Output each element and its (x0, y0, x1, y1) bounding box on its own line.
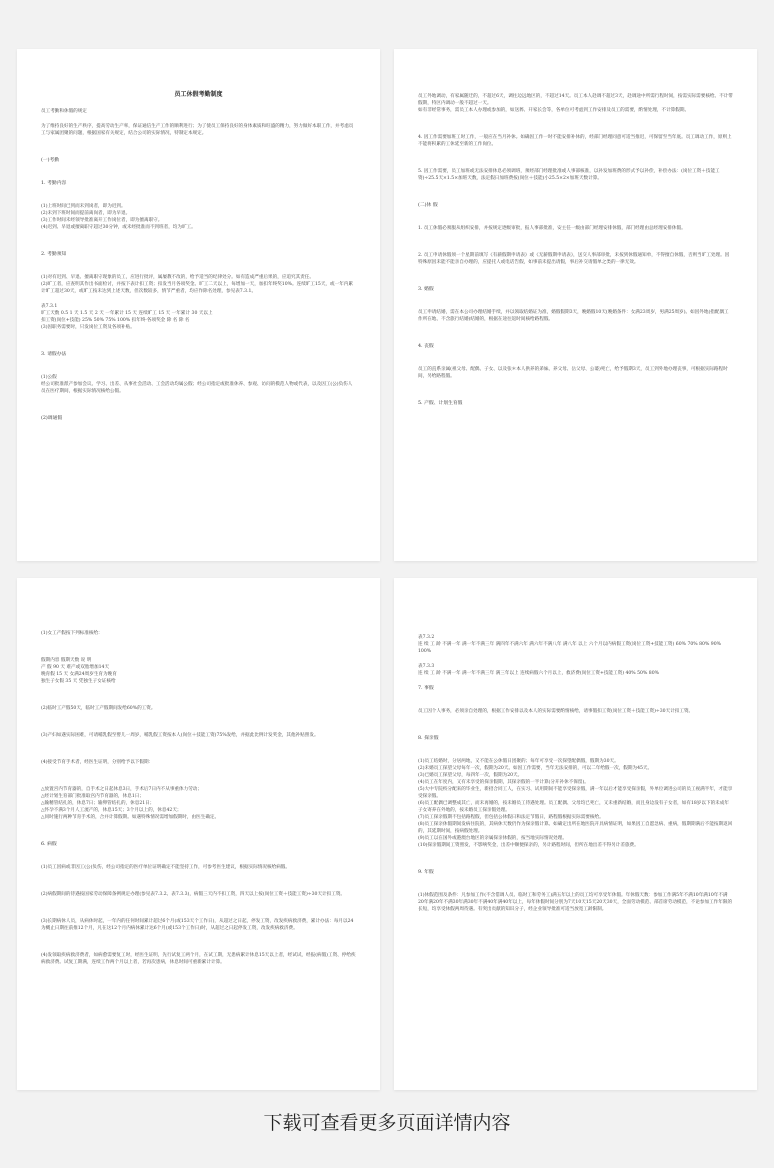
paragraph: (4)发领取疾病救济费者，如病愈需要复工时，经医生证明，先行试复工两个月，在试工期，无患病累计休息15天以上者，经试试，经报(病假)工资、停给疾病救济费。试复工期满，连续工作两个月以上者，若再次患病，休息时间可重新累计计算。 (41, 953, 356, 965)
paragraph: (2)临时工产假50天，临时工产假期间发给60%的工资。 (41, 706, 156, 711)
paragraph: 员工的直系亲属(祖父母、配偶、子女、以及张＊本人供养的弟妹、养父母、岳父母、公婆)死亡，给予假期3天，员工到外地办理丧事，可根据实际路程时间，另给路程假。 (418, 367, 728, 379)
paragraph: (1)对有迟到、早退、擅离职守现象的员工，应进行批评，属屡教不改的，给予适当的纪律处分。如有造成严重后果的，应追究其责任。 (2)旷工者，应查明其作出书面检讨，并按下表计扣工资；扣发当月各项奖金。旷工二天以上，每增加一天，加扣年终奖10%。连续旷工15天，或一年内累计旷工超过30天，或旷工按未达到上述天数，但次数较多，情节严重者，均应作除名处理，参见表7.3.1。 (41, 275, 353, 294)
section-heading: 4. 丧假 (418, 344, 434, 349)
paragraph: 1. 员工休假必须服从组织安排，并按规定逐级审批，报人事部批准，安主任一级由部门经理安排休假，部门经理由总经理安排休假。 (418, 226, 686, 231)
paragraph: (4)接受节育手术者，经医生证明，分别给予以下假期： (41, 760, 154, 765)
paragraph: (3)产妇如遇实际困难，可请哺乳假至婴儿一周岁，哺乳假工资按本人(岗位＋技能工资)75%发给，并据此比例计发奖金，其他补贴照发。 (41, 733, 319, 738)
paragraph: 员工外地调动，有家属随迁的，不超过6天，调往边远地区的，不超过14天。员工本人赴调不超过3天，赴调途中所需行程时间，按需实际需要核给。不计带假期，特区内调动一般不超过一天。 如有非经常事务，需员工本人办理或参加的，如送葬、开家长会等，各单位可考虑到工作安排及员工的需要，酌情处理，不计算假期。 (418, 94, 733, 113)
paragraph: 2. 员工申请休假须一个星期前填写《有薪假期申请表》或《无薪假期申请表》，送交人事部审批，未按到休假通知单，不得擅自休假，否则当旷工处理。因特殊原因未能不能亲自办理的，应提托人或电话告假，如事前未提出请假，事后补交请假单之类的一律无效。 (418, 253, 730, 265)
paragraph: (1)休假范围及条件：凡参加工作(不含借调人员、临时工和劳务工)满五年以上的员工均可享受年休假。年休假天数：参加工作满5年不满10年满10年不满20年满20年不满30年满30年不满40年满40年以上，每年休假时间分别为7天10天15天20天30天，全面劳动模范、部首席劳动模范，不论参加工作年限的长短，均享受休假两周待遇。有突出贡献的知识分子，经企业领导批准可适当放宽工龄限制。 (418, 893, 733, 912)
section-heading: 3. 请假办法 (41, 352, 67, 357)
document-page-4 (394, 578, 757, 1090)
paragraph: 员工因个人事务，必须亲自处理的，根据工作安排以及本人的实际需要酌情核给，请事假扣工资(岗位工资＋技能工资)÷30天计扣工资。 (418, 709, 694, 714)
paragraph: 4. 因工作需要加班工时工作，一般应在当月补休。如确因工作一时不能安排补休的，经部门经理同意可适当推迟，可保留至当年底。员工调动工作，原则上不能将积累的工休延至新的工作岗位。 (418, 135, 732, 147)
document-title: 员工休假考勤制度 (174, 91, 223, 98)
paragraph: (1)员工因病或非因工(公)负伤，经公司指定的医疗单位证明确定不能坚持工作，可参考医生建议，根据实际情况核给病假。 (41, 865, 290, 870)
paragraph: (1)公假 经公司批准派产参加会议、学习、出差、从事社会活动、工会活动均属公假；经公司指定或批准休养、参观、访问的模范人物或代表，以及因工(公)负伤人员在医疗期间，根据实际情况核给公假。 (41, 375, 353, 394)
section-heading: 9. 年假 (418, 870, 434, 875)
section-heading: (一)考勤 (41, 158, 60, 163)
section-heading: 7. 事假 (418, 686, 434, 691)
section-heading: 8. 探亲假 (418, 736, 439, 741)
paragraph: (1)上班时间已到而未到岗者，即为迟到。 (2)未到下班时间而提前离岗者，即为早退。 (3)工作时间未经领导批准离开工作岗位者，即为擅离职守。 (4)迟到、早退或擅离职守超过30分钟，或未经批准而不到班者，均为旷工。 (41, 204, 196, 230)
section-heading: 2. 考勤须知 (41, 252, 67, 257)
table-text: 表7.3.3 连 续 工 龄 不满一年 满一年不满三年 满三年以上 连续病假六个月以上，救济费(岗位工资+技能工资) 40% 50% 80% (418, 664, 660, 676)
section-heading: (2)调通假 (41, 416, 63, 421)
paragraph: 员工考勤和休假的规定 (41, 109, 87, 114)
table-text: 假期内容 假期天数 说 明 产 假 90 天 难产或双胎增加14天 晚育假 15 天 女满24周岁生育为晚育 独生子女假 35 天 凭独生子女证核给 (41, 658, 117, 684)
download-more-pages-link[interactable]: 下载可查看更多页面详情内容 (263, 1112, 511, 1134)
table-text: 表7.3.2 连 续 工 龄 不满一年 满一年不满三年 满四年不满六年 满六年不满八年 满八年 以上 六个月以内病假工资(岗位工资+技能工资) 60% 70% 80% 90% 100% (418, 635, 722, 654)
section-heading: 1. 考勤内容 (41, 181, 67, 186)
document-page-2 (394, 49, 757, 561)
paragraph: △放置宫内节育器的，自手术之日起休息3日，手术后7日内不从事重体力劳动； △经计划生育部门批准取宫内节育器的，休息1日； △输精管结扎的，休息7日；输卵管结扎的，休息21日； △怀孕不满3个月人工流产的，休息15天；3个月以上的，休息42天； △同时施行两种节育手术的，合并计算假期。如遇特殊情况需增加假期时，由医生确定。 (41, 787, 220, 820)
paragraph: 5. 因工作需要，员工加班或无法安排休息必须调班，须经部门经理批准或人事部核准，以补发加班费的形式予以补偿，补偿办法：(岗位工资＋技能工资)÷25.5天×1.5×加班天数，法定假日加班费按(岗位＋技能)小25.5×2×加班天数计算。 (418, 169, 720, 181)
paragraph: (3)长期病休人员，从病休时起，一年内的任何时间累计超过6个月(或153天个工作日)，从超过之日起，停发工资，改发疾病救济费，累计办法：每月以24为概止日期往前推12个月，凡在这12个月内病休累计达6个月(或153个工作日)时，从超过之日起停发工资，改发疾病救济费。 (41, 919, 354, 931)
table-text: 表7.3.1 旷工天数 0.5 1 天 1.5 天 2 天 一年累计 15 天 连续旷工 15 天 一年累计 30 天以上 扣工资(岗位+技能) 25% 50% 75% 100% 扣年终·各项奖金 除 名 除 名 (3)因职务需要时，只发岗位工资及各项补贴。 (41, 304, 213, 330)
paragraph: 员工申请结婚，需在本公司办理结婚手续，并以领取结婚证为准，婚假假期3天，晚婚假10天(晚婚条件：女满23周岁，男满25周岁)。如因外地(指配偶工作所在地、不含旅行结婚)结婚的，根据在途往返时间核给路程假。 (418, 310, 729, 322)
paragraph: 为了维持良好的生产秩序，提高劳动生产率，保证通信生产工作的顺利进行；为了使员工保持良好的身体素质和旺盛的精力，努力做好本职工作，并考虑员工与家属团聚的问题，根据国家有关规定，结合公司的实际情况，特制定本规定。 (41, 124, 354, 136)
section-heading: 5. 产假、计划生育假 (418, 401, 463, 406)
paragraph: (2)病假期间的待遇按国家劳动保障条例规定办理(参见表7.3.2、表7.3.3)，病假三天内不扣工资，四天以上按(岗位工资＋技能工资)÷30天计扣工资。 (41, 892, 346, 897)
section-heading: (二)休 假 (418, 203, 438, 208)
document-page-3 (17, 578, 380, 1090)
section-heading: 6. 病假 (41, 842, 57, 847)
paragraph: (1)员工结婚时，分居两地，又不能在公休假日团聚的；每年可享受一次探望配偶假，假期为30天。 (2)未婚员工探望父母每年一次，假期为20天。如因工作需要，当年无法安排的，可以二年给假一次，假期为45天。 (3)已婚员工探望父母，每四年一次，假期为20天。 (4)员工在年度内，又有未享受的探亲假期，其探亲假的一半计算(分开补休不保留)。 (5)大中专院校分配来的毕业生，新招合同工人，在实习、试用期间不能享受探亲假，满一年以后才能享受探亲假，外单位调进公司的员工视满半年，才能享受探亲假。 (6)员工配偶已调整成其亡，而未再婚的，按未婚员工待遇处理。员工配偶、父母均已死亡，又未重新结婚，而且身边没有子女者，如有18岁以下的未成年子女寄养在外地的，按未婚员工探亲假处理。 (7)员工探亲假期不包括路程假，但包括公休假日和法定节假日，路程假根据实际需要核给。 (8)员工探亲休假期间发病住院的，其病休天数仍作为探亲假计算。如确定出所在地医院开具病情证明，如果因工自愿急病、重病，假期期满后不能按期返回的，其延期时间，按病假处理。 (9)员工以在国外或港澳台地区的亲属探亲休假的，按当地实际情况处理。 (10)探亲假期间工资照发，不影响奖金，出差中顺便探亲的，另计路程时间，但所在地出差不得另计差旅费。 (418, 759, 733, 848)
document-page-1 (17, 49, 380, 561)
section-heading: 3. 婚假 (418, 287, 434, 292)
paragraph: (1)女工产假按下列标准核给： (41, 631, 103, 636)
